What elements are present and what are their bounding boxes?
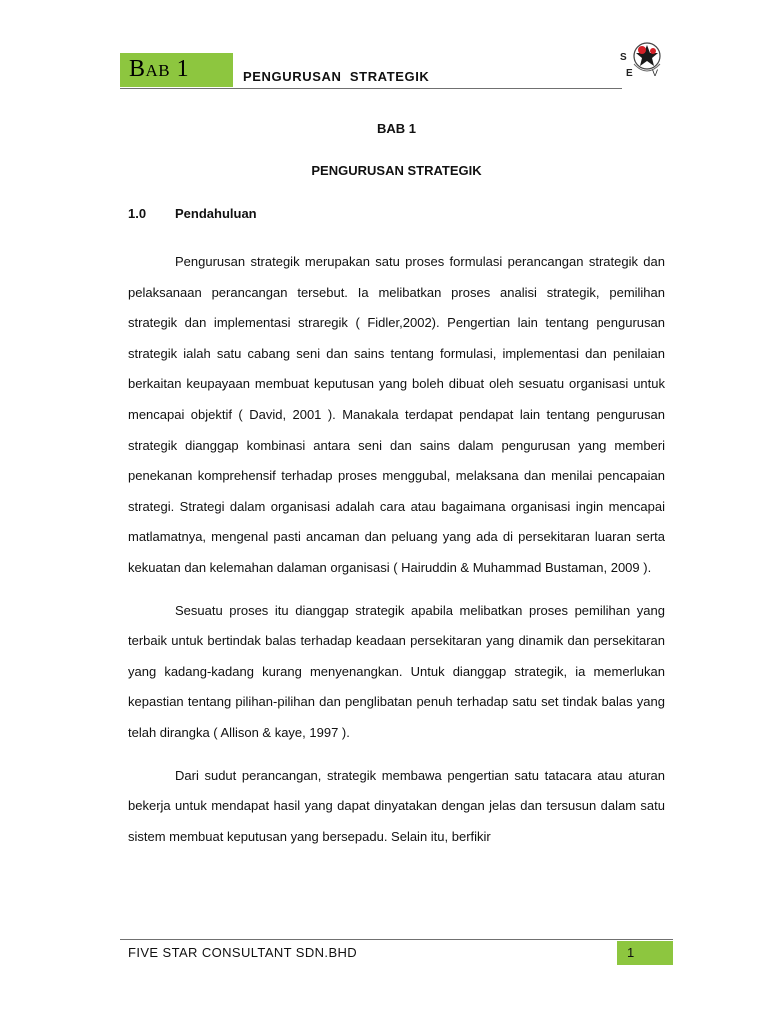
section-title: Pendahuluan	[175, 206, 257, 221]
chapter-heading: BAB 1	[376, 121, 416, 136]
page-number-badge	[617, 941, 673, 965]
header-title: PENGURUSAN STRATEGIK	[243, 69, 430, 84]
section-heading	[128, 206, 257, 221]
chapter-title: PENGURUSAN STRATEGIK	[311, 163, 482, 178]
section-number: 1.0	[128, 206, 147, 221]
svg-text:V: V	[652, 68, 659, 78]
footer-company: FIVE STAR CONSULTANT SDN.BHD	[128, 945, 358, 960]
paragraph: Pengurusan strategik merupakan satu proses formulasi perancangan strategik dan pelaksanaan perancangan tersebut. Ia melibatkan proses analisi strategik, pemilihan strategik dan implementasi straregik ( Fidler,2002). Pengertian lain tentang pengurusan strategik ialah satu cabang seni dan sains tentang formulasi, implementasi dan penilaian berkaitan keupayaan membuat keputusan yang boleh dibuat oleh sesuatu organisasi untuk mencapai objektif ( David, 2001 ). Manakala terdapat pendapat lain tentang pengurusan strategik dianggap kombinasi antara seni dan sains dalam pengurusan yang memberi penekanan komprehensif terhadap proses menggubal, melaksana dan menilai pencapaian strategi. Strategi dalam organisasi adalah cara atau bagaimana organisasi ingin mencapai matlamatnya, mengenal pasti ancaman dan peluang yang ada di persekitaran luaran serta kekuatan dan kelemahan dalaman organisasi ( Hairuddin & Muhammad Bustaman, 2009 ).	[128, 254, 665, 575]
page-number: 1	[627, 945, 635, 960]
chapter-tab	[120, 53, 233, 87]
company-emblem-icon	[614, 38, 668, 84]
svg-text:E: E	[626, 68, 633, 79]
paragraph: Dari sudut perancangan, strategik membawa pengertian satu tatacara atau aturan bekerja untuk mendapat hasil yang dapat dinyatakan dengan jelas dan tersusun dalam satu sistem membuat keputusan yang bersepadu. Selain itu, berfikir	[128, 767, 665, 844]
paragraph: Sesuatu proses itu dianggap strategik apabila melibatkan proses pemilihan yang terbaik untuk bertindak balas terhadap keadaan persekitaran yang dinamik dan persekitaran yang kadang-kadang kurang menyenangkan. Untuk dianggap strategik, ia memerlukan kepastian tentang pilihan-pilihan dan penglibatan penuh terhadap satu set tindak balas yang telah dirangka ( Allison & kaye, 1997 ).	[128, 602, 665, 740]
footer-rule	[120, 939, 673, 940]
svg-text:S: S	[620, 52, 627, 63]
header-rule	[120, 88, 622, 89]
chapter-tab-label: Bab 1	[129, 56, 190, 82]
body-text	[128, 247, 665, 864]
